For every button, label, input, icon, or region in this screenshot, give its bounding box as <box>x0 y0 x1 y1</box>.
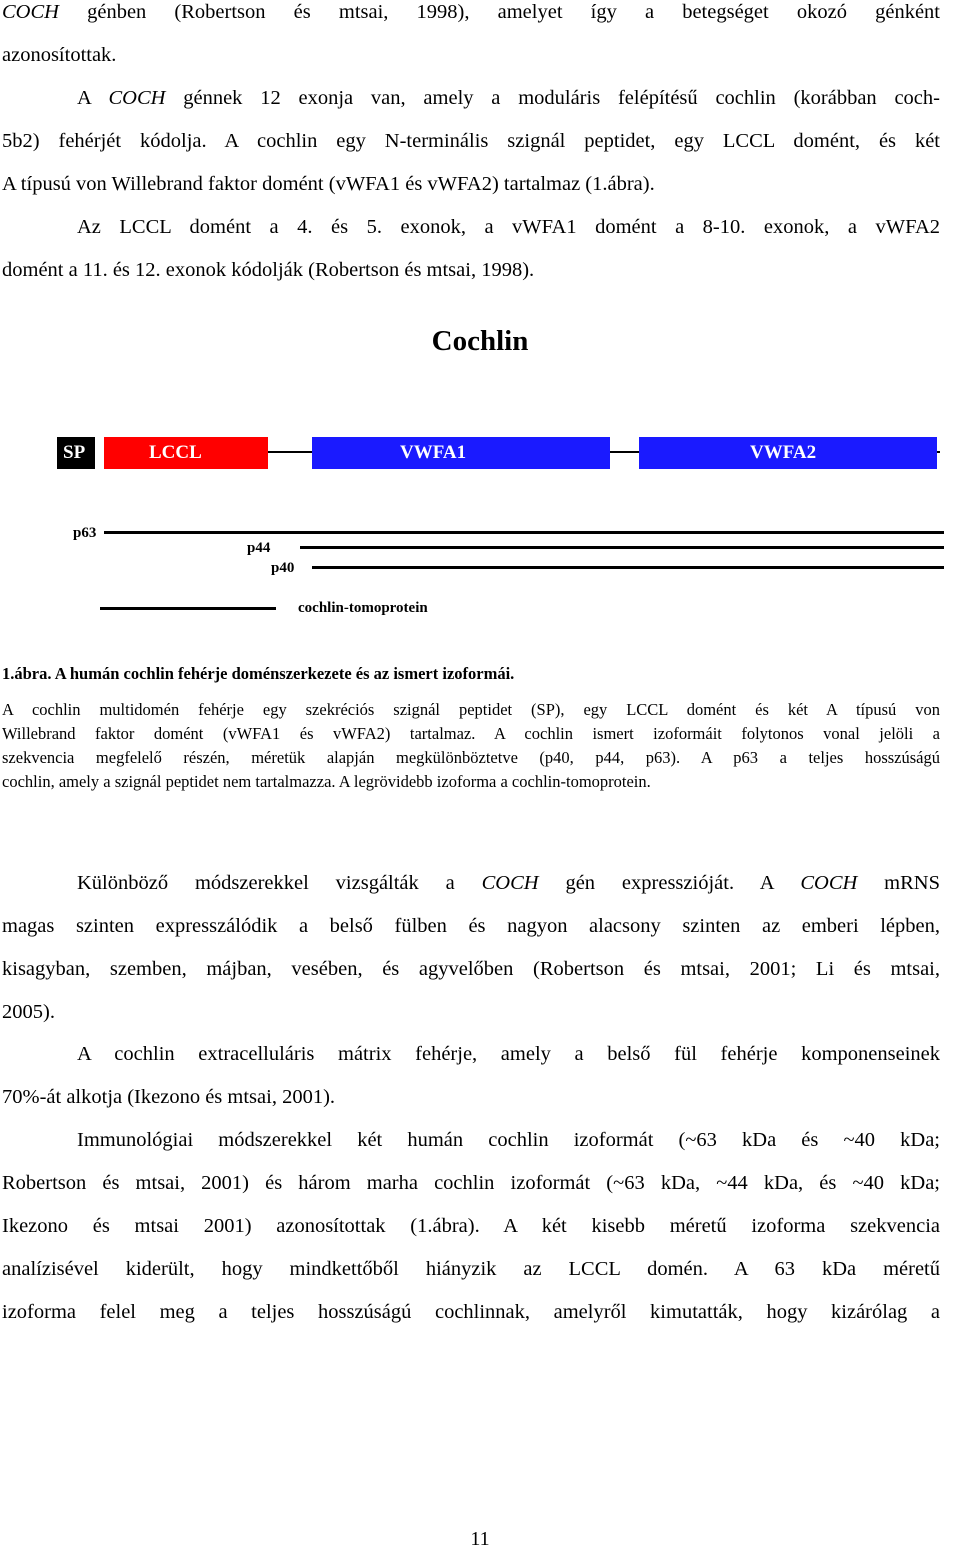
isoform-tomoprotein-line <box>100 607 276 610</box>
para2-line2: magas szinten expresszálódik a belső fülben és nagyon alacsony szinten az emberi lépben, <box>2 915 940 937</box>
domain-sp <box>57 437 95 469</box>
text: Különböző módszerekkel vizsgálták a <box>77 872 482 894</box>
para1-line7: domént a 11. és 12. exonok kódolják (Robertson és mtsai, 1998). <box>2 259 535 281</box>
domain-vwfa1 <box>312 437 610 469</box>
para4-line5: izoforma felel meg a teljes hosszúságú cochlinnak, amelyről kimutatták, hogy kizárólag a <box>2 1301 940 1323</box>
text: A <box>77 87 109 109</box>
text: génben (Robertson és mtsai, 1998), amelyet így a betegséget okozó génként <box>58 1 940 23</box>
domain-lccl-label: LCCL <box>149 442 202 463</box>
caption-title: 1.ábra. A humán cochlin fehérje doménszerkezete és az ismert izoformái. <box>2 664 515 683</box>
para1-line2: azonosítottak. <box>2 44 117 66</box>
isoform-p63-line <box>104 531 944 534</box>
para2-line4: 2005). <box>2 1001 55 1023</box>
gene-name: COCH <box>108 87 166 109</box>
domain-lccl <box>104 437 268 469</box>
isoform-tomoprotein-label: cochlin-tomoprotein <box>298 600 428 616</box>
caption-line4: cochlin, amely a szignál peptidet nem tartalmazza. A legrövidebb izoforma a cochlin-tomoprotein. <box>2 772 651 791</box>
para3-line1: A cochlin extracelluláris mátrix fehérje, amely a belső fül fehérje komponenseinek <box>77 1043 940 1065</box>
page-number: 11 <box>470 1528 490 1550</box>
para1-line6: Az LCCL domént a 4. és 5. exonok, a vWFA1 domént a 8-10. exonok, a vWFA2 <box>77 216 940 238</box>
para2-line3: kisagyban, szemben, májban, vesében, és agyvelőben (Robertson és mtsai, 2001; Li és mtsai, <box>2 958 940 980</box>
para1-line5: A típusú von Willebrand faktor domént (vWFA1 és vWFA2) tartalmaz (1.ábra). <box>2 173 655 195</box>
domain-vwfa2-label: VWFA2 <box>750 442 817 463</box>
domain-vwfa2 <box>639 437 937 469</box>
text: mRNS <box>857 872 941 894</box>
figure-title: Cochlin <box>431 325 529 357</box>
caption-line1: A cochlin multidomén fehérje egy szekréciós szignál peptidet (SP), egy LCCL domént és két A típusú von <box>2 700 940 719</box>
text: génnek 12 exonja van, amely a moduláris felépítésű cochlin (korábban coch- <box>165 87 940 109</box>
para1-line3 <box>77 86 940 110</box>
gene-name: COCH <box>481 872 539 894</box>
isoform-p44-label: p44 <box>247 540 271 556</box>
domain-sp-label: SP <box>63 442 86 463</box>
isoform-p40-line <box>312 566 944 569</box>
para4-line2: Robertson és mtsai, 2001) és három marha cochlin izoformát (~63 kDa, ~44 kDa, és ~40 kDa; <box>2 1172 940 1194</box>
text: gén expresszióját. A <box>538 872 801 894</box>
para3-line2: 70%-át alkotja (Ikezono és mtsai, 2001). <box>2 1086 336 1108</box>
domain-vwfa1-label: VWFA1 <box>400 442 467 463</box>
caption-line2: Willebrand faktor domént (vWFA1 és vWFA2) tartalmaz. A cochlin ismert izoformáit folytonos vonal jelöli a <box>2 724 940 743</box>
para1-line1 <box>2 0 940 24</box>
para4-line1: Immunológiai módszerekkel két humán cochlin izoformát (~63 kDa és ~40 kDa; <box>77 1129 940 1151</box>
gene-name: COCH <box>800 872 858 894</box>
para2-line1 <box>77 871 940 895</box>
gene-name: COCH <box>2 1 59 23</box>
isoform-p44-line <box>300 546 944 549</box>
isoform-p63-label: p63 <box>73 525 97 541</box>
para4-line3: Ikezono és mtsai 2001) azonosítottak (1.ábra). A két kisebb méretű izoforma szekvencia <box>2 1215 940 1237</box>
caption-line3: szekvencia megfelelő részén, méretük alapján megkülönböztetve (p40, p44, p63). A p63 a teljes hosszúságú <box>2 748 940 767</box>
isoform-p40-label: p40 <box>271 560 295 576</box>
para4-line4: analízisével kiderült, hogy mindkettőből hiányzik az LCCL domén. A 63 kDa méretű <box>2 1258 940 1280</box>
para1-line4: 5b2) fehérjét kódolja. A cochlin egy N-terminális szignál peptidet, egy LCCL domént, és két <box>2 130 940 152</box>
